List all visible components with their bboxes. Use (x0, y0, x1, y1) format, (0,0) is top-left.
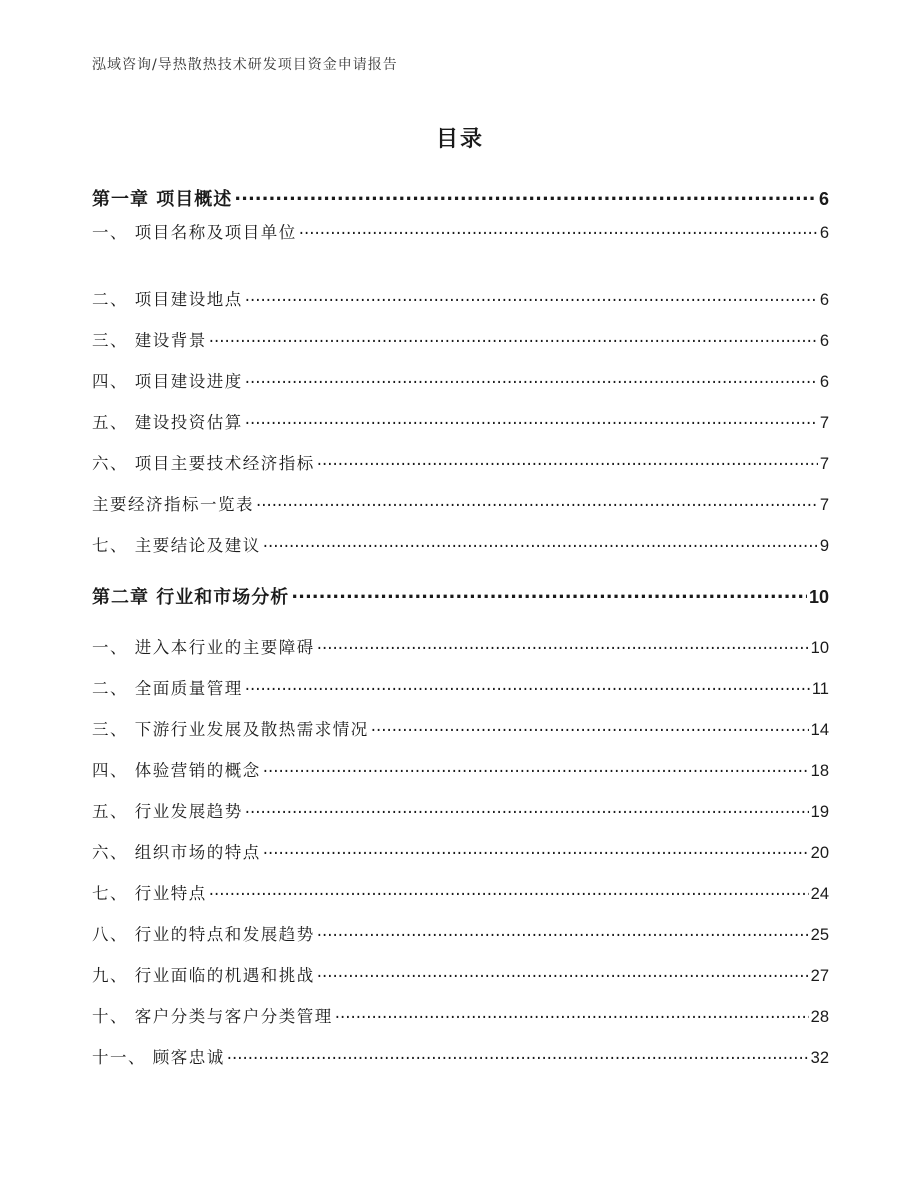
toc-entry-text: 一、 进入本行业的主要障碍 (92, 638, 315, 657)
toc-entry-section[interactable] (92, 634, 829, 658)
dot-leader (299, 222, 818, 239)
dot-leader (209, 330, 818, 347)
toc-entry-section[interactable] (92, 286, 829, 310)
toc-entry-text: 第一章 项目概述 (92, 189, 233, 210)
toc-entry-section[interactable] (92, 839, 829, 863)
toc-page-number: 14 (810, 721, 829, 739)
toc-entry-section[interactable] (92, 675, 829, 699)
toc-entry-section[interactable] (92, 491, 829, 515)
toc-page-number: 20 (810, 844, 829, 862)
toc-entry-text: 七、 主要结论及建议 (92, 536, 261, 555)
toc-page-number: 7 (819, 414, 829, 432)
toc-entry-text: 八、 行业的特点和发展趋势 (92, 925, 315, 944)
toc-page-number: 11 (811, 680, 829, 698)
toc-entry-text: 六、 组织市场的特点 (92, 843, 261, 862)
toc-page-number: 6 (819, 291, 829, 309)
toc-page-number: 6 (819, 332, 829, 350)
toc-entry-text: 九、 行业面临的机遇和挑战 (92, 966, 315, 985)
toc-entry-section[interactable] (92, 1044, 829, 1068)
toc-page-number: 28 (810, 1008, 829, 1026)
toc-entry-text: 三、 建设背景 (92, 331, 207, 350)
dot-leader (227, 1047, 809, 1064)
dot-leader (263, 535, 818, 552)
toc-entry-text: 十一、 顾客忠诚 (92, 1048, 225, 1067)
dot-leader (245, 289, 818, 306)
toc-page-number: 9 (819, 537, 829, 555)
toc-page-number: 25 (810, 926, 829, 944)
dot-leader (245, 678, 810, 695)
dot-leader (245, 371, 818, 388)
toc-page-number: 10 (808, 587, 829, 607)
toc-entry-chapter[interactable] (92, 583, 829, 609)
dot-leader (245, 801, 809, 818)
dot-leader (317, 924, 809, 941)
toc-entry-section[interactable] (92, 327, 829, 351)
header-divider (92, 76, 828, 77)
toc-page-number: 24 (810, 885, 829, 903)
toc-entry-text: 主要经济指标一览表 (92, 495, 254, 514)
toc-entry-section[interactable] (92, 409, 829, 433)
dot-leader (371, 719, 809, 736)
toc-entry-text: 二、 项目建设地点 (92, 290, 243, 309)
toc-entry-section[interactable] (92, 450, 829, 474)
toc-entry-text: 第二章 行业和市场分析 (92, 587, 290, 608)
toc-page-number: 32 (810, 1049, 829, 1067)
dot-leader (291, 585, 807, 603)
toc-entry-section[interactable] (92, 921, 829, 945)
dot-leader (317, 453, 818, 470)
dot-leader (256, 494, 818, 511)
toc-page-number: 19 (810, 803, 829, 821)
toc-entry-section[interactable] (92, 532, 829, 556)
toc-entry-section[interactable] (92, 1003, 829, 1027)
dot-leader (263, 760, 809, 777)
toc-page-number: 18 (810, 762, 829, 780)
toc-entry-text: 二、 全面质量管理 (92, 679, 243, 698)
toc-title: 目录 (435, 127, 484, 152)
toc-page-number: 7 (819, 455, 829, 473)
toc-entry-text: 五、 行业发展趋势 (92, 802, 243, 821)
toc-entry-section[interactable] (92, 219, 829, 243)
toc-entry-text: 四、 体验营销的概念 (92, 761, 261, 780)
dot-leader (317, 637, 809, 654)
toc-page-number: 27 (810, 967, 829, 985)
toc-entry-text: 七、 行业特点 (92, 884, 207, 903)
toc-page-number: 6 (818, 189, 829, 209)
dot-leader (263, 842, 809, 859)
toc-entry-text: 五、 建设投资估算 (92, 413, 243, 432)
toc-page-number: 10 (810, 639, 829, 657)
toc-entry-text: 十、 客户分类与客户分类管理 (92, 1007, 333, 1026)
toc-entry-section[interactable] (92, 757, 829, 781)
toc-entry-section[interactable] (92, 880, 829, 904)
dot-leader (245, 412, 818, 429)
toc-entry-text: 四、 项目建设进度 (92, 372, 243, 391)
toc-entry-section[interactable] (92, 962, 829, 986)
toc-page-number: 6 (819, 373, 829, 391)
toc-page-number: 6 (819, 224, 829, 242)
toc-entry-section[interactable] (92, 368, 829, 392)
running-header: 泓域咨询/导热散热技术研发项目资金申请报告 (92, 57, 398, 73)
dot-leader (317, 965, 809, 982)
toc-entry-section[interactable] (92, 716, 829, 740)
dot-leader (209, 883, 809, 900)
toc-entry-chapter[interactable] (92, 185, 829, 211)
toc-entry-text: 一、 项目名称及项目单位 (92, 223, 297, 242)
toc-entry-section[interactable] (92, 798, 829, 822)
dot-leader (335, 1006, 809, 1023)
toc-page-number: 7 (819, 496, 829, 514)
toc-entry-text: 三、 下游行业发展及散热需求情况 (92, 720, 369, 739)
dot-leader (234, 187, 817, 205)
toc-entry-text: 六、 项目主要技术经济指标 (92, 454, 315, 473)
